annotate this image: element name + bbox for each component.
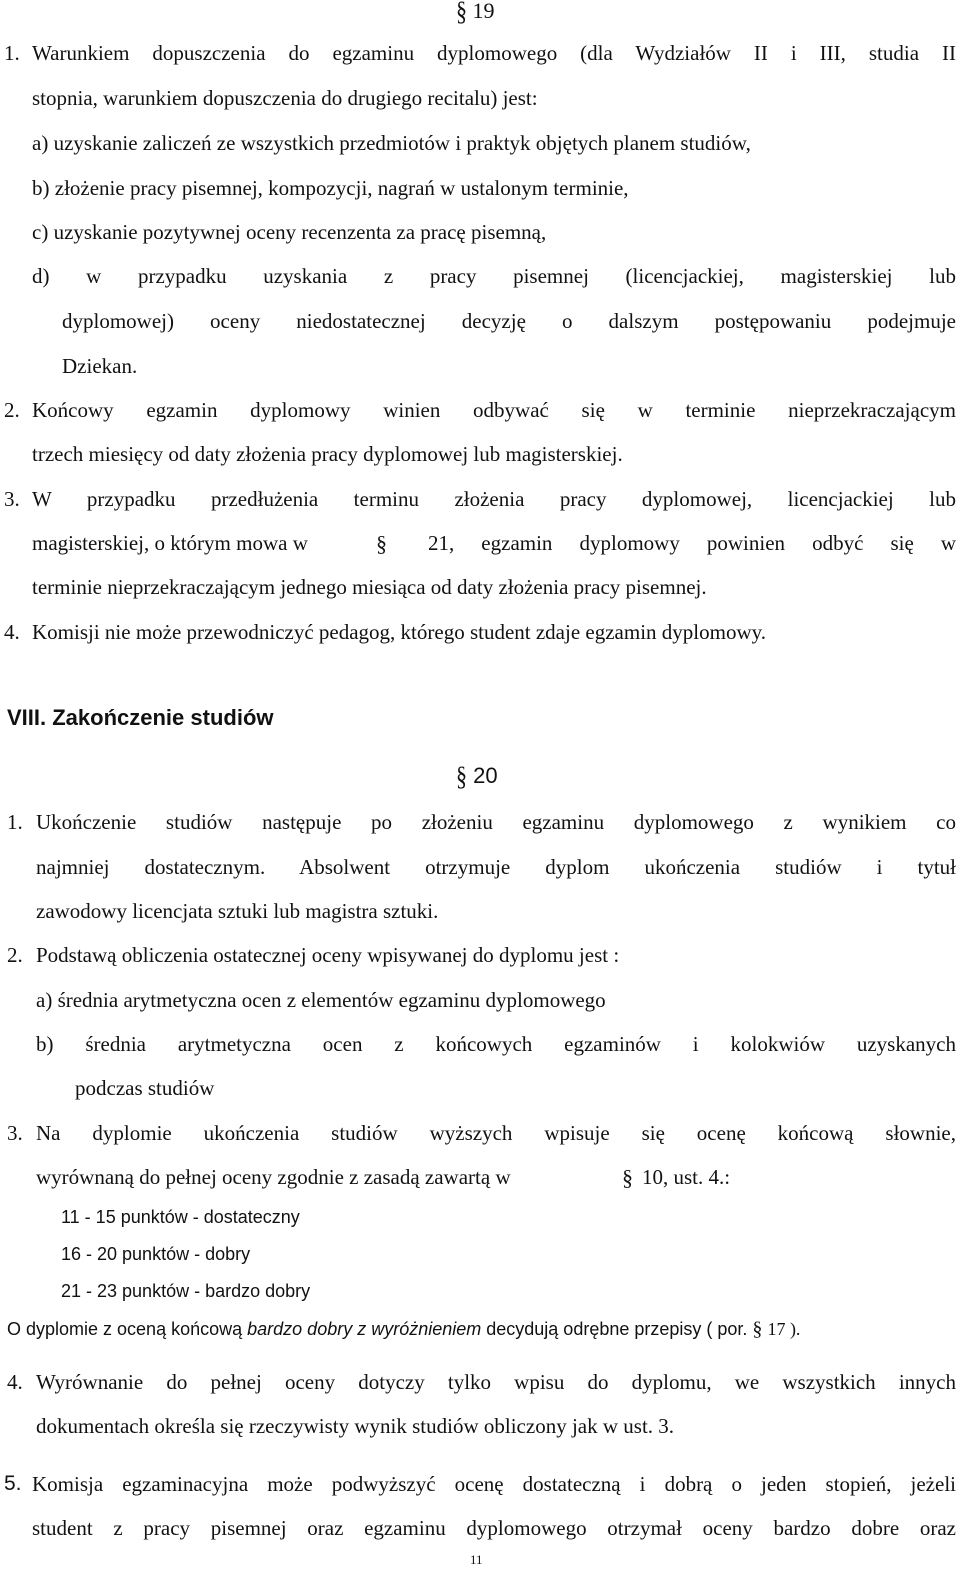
- paragraph-line: 10, ust. 4.:: [642, 1165, 731, 1189]
- section-19-heading: [456, 0, 495, 24]
- list-item-d-cont: dyplomowej) oceny niedostatecznej decyzję o dalszym postępowaniu podejmuje: [62, 309, 956, 333]
- list-item-b: b) złożenie pracy pisemnej, kompozycji, nagrań w ustalonym terminie,: [32, 176, 629, 200]
- grade-row: 16 - 20 punktów - dobry: [61, 1244, 251, 1264]
- paragraph-symbol: §: [456, 0, 467, 26]
- paragraph-line: Podstawą obliczenia ostatecznej oceny wpisywanej do dyplomu jest :: [36, 943, 620, 967]
- item-number: 4.: [7, 1370, 23, 1394]
- paragraph-line: zawodowy licencjata sztuki lub magistra sztuki.: [36, 899, 439, 923]
- list-item-a: a) średnia arytmetyczna ocen z elementów egzaminu dyplomowego: [36, 988, 606, 1012]
- paragraph-line: Komisji nie może przewodniczyć pedagog, którego student zdaje egzamin dyplomowy.: [32, 620, 767, 644]
- paragraph-line: Ukończenie studiów następuje po złożeniu egzaminu dyplomowego z wynikiem co: [36, 810, 956, 834]
- chapter-heading: VIII. Zakończenie studiów: [7, 705, 274, 730]
- list-item-d: d) w przypadku uzyskania z pracy pisemnej (licencjackiej, magisterskiej lub: [32, 264, 956, 288]
- paragraph-symbol: §: [456, 759, 467, 791]
- paragraph-line: Komisja egzaminacyjna może podwyższyć ocenę dostateczną i dobrą o jeden stopień, jeżeli: [32, 1472, 956, 1496]
- list-item-b-cont: podczas studiów: [75, 1076, 215, 1100]
- paragraph-symbol: §: [376, 531, 387, 556]
- paragraph-line: student z pracy pisemnej oraz egzaminu dyplomowego otrzymał oceny bardzo dobre oraz: [32, 1516, 956, 1540]
- paragraph-line: Na dyplomie ukończenia studiów wyższych wpisuje się ocenę końcową słownie,: [36, 1121, 956, 1145]
- section-number: 19: [472, 0, 495, 23]
- paragraph-line: W przypadku przedłużenia terminu złożenia pracy dyplomowej, licencjackiej lub: [32, 487, 956, 511]
- paragraph-line: magisterskiej, o którym mowa w: [32, 531, 308, 555]
- note-text: O dyplomie z oceną końcową: [7, 1319, 248, 1339]
- note-reference: 17 ).: [767, 1319, 801, 1339]
- item-number: 2.: [7, 943, 23, 967]
- note-emphasis: bardzo dobry z wyróżnieniem: [247, 1319, 482, 1339]
- item-number: 3.: [4, 487, 20, 511]
- item-number: 2.: [4, 398, 20, 422]
- paragraph-line: Warunkiem dopuszczenia do egzaminu dyplomowego (dla Wydziałów II i III, studia II: [32, 41, 956, 65]
- paragraph-line: stopnia, warunkiem dopuszczenia do drugiego recitalu) jest:: [32, 86, 538, 110]
- note-text: decydują odrębne przepisy ( por.: [481, 1319, 753, 1339]
- paragraph-line: 21, egzamin dyplomowy powinien odbyć się w: [428, 531, 956, 555]
- paragraph-line: Końcowy egzamin dyplomowy winien odbywać się w terminie nieprzekraczającym: [32, 398, 956, 422]
- grade-row: 11 - 15 punktów - dostateczny: [61, 1207, 300, 1227]
- section-number: 20: [473, 763, 498, 788]
- paragraph-line: dokumentach określa się rzeczywisty wynik studiów obliczony jak w ust. 3.: [36, 1414, 675, 1438]
- list-item-b: b) średnia arytmetyczna ocen z końcowych egzaminów i kolokwiów uzyskanych: [36, 1032, 956, 1056]
- section-20-heading: [456, 759, 498, 791]
- item-number: 1.: [4, 41, 20, 65]
- paragraph-line: wyrównaną do pełnej oceny zgodnie z zasadą zawartą w: [36, 1165, 511, 1189]
- paragraph-line: Wyrównanie do pełnej oceny dotyczy tylko wpisu do dyplomu, we wszystkich innych: [36, 1370, 956, 1394]
- paragraph-line: trzech miesięcy od daty złożenia pracy dyplomowej lub magisterskiej.: [32, 442, 623, 466]
- grade-row: 21 - 23 punktów - bardzo dobry: [61, 1281, 311, 1301]
- list-item-d-cont: Dziekan.: [62, 354, 138, 378]
- item-number: 1.: [7, 810, 23, 834]
- item-number: 3.: [7, 1121, 23, 1145]
- item-number: 5.: [4, 1472, 22, 1495]
- page-number: 11: [470, 1552, 483, 1567]
- paragraph-line: najmniej dostatecznym. Absolwent otrzymuje dyplom ukończenia studiów i tytuł: [36, 855, 956, 879]
- paragraph-symbol: §: [752, 1318, 763, 1340]
- list-item-a: a) uzyskanie zaliczeń ze wszystkich przedmiotów i praktyk objętych planem studiów,: [32, 131, 751, 155]
- note-line: [7, 1318, 800, 1341]
- paragraph-symbol: §: [622, 1165, 633, 1190]
- paragraph-line: terminie nieprzekraczającym jednego miesiąca od daty złożenia pracy pisemnej.: [32, 575, 707, 599]
- item-number: 4.: [4, 620, 20, 644]
- list-item-c: c) uzyskanie pozytywnej oceny recenzenta za pracę pisemną,: [32, 220, 547, 244]
